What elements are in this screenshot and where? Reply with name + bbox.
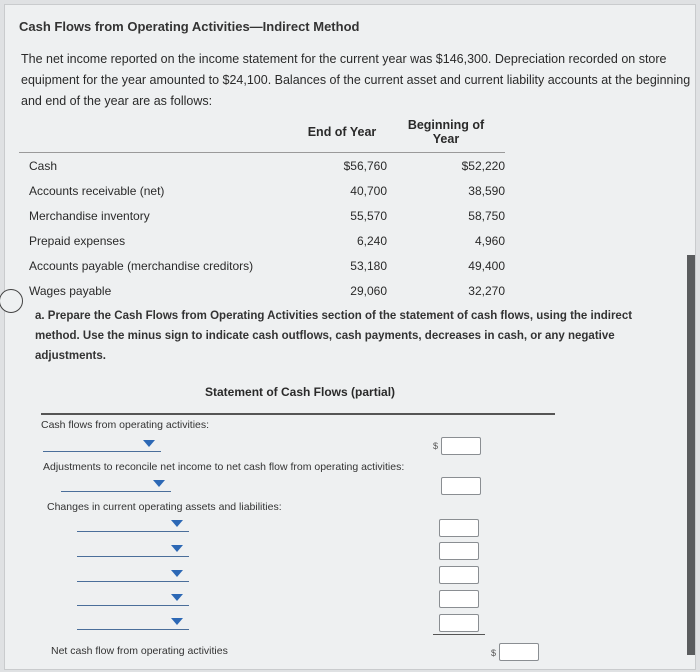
table-row	[19, 278, 505, 303]
net-income-input[interactable]	[441, 437, 481, 455]
balances-table	[19, 118, 505, 303]
chevron-down-icon	[153, 480, 165, 487]
chevron-down-icon	[171, 520, 183, 527]
chevron-down-icon	[171, 594, 183, 601]
end-value: 53,180	[350, 258, 387, 273]
row-label: Wages payable	[29, 283, 112, 298]
side-collapse-tab[interactable]	[0, 289, 23, 313]
change-input-2[interactable]	[439, 542, 479, 560]
statement-divider	[41, 413, 555, 415]
end-value: $56,760	[297, 153, 387, 179]
page-title: Cash Flows from Operating Activities—Indirect Method	[19, 19, 360, 34]
change-dropdown-1[interactable]	[77, 517, 189, 532]
question-panel	[4, 4, 696, 670]
net-cash-flow-label: Net cash flow from operating activities	[51, 645, 228, 657]
change-input-4[interactable]	[439, 590, 479, 608]
dollar-sign: $	[433, 441, 439, 451]
row-label: Cash	[19, 153, 297, 179]
subtotal-rule	[433, 634, 485, 635]
row-label: Accounts receivable (net)	[29, 183, 165, 198]
header-blank	[19, 118, 297, 153]
question-prompt: a. Prepare the Cash Flows from Operating Activities section of the statement of cash flows, using the indirect method. Use the minus sign to indicate cash outflows, cash payments, decreases in cash, or any negative adjustments.	[35, 310, 633, 362]
end-value: 29,060	[350, 283, 387, 298]
problem-intro: The net income reported on the income statement for the current year was $146,300. Depreciation recorded on store equipment for the year amounted to $24,100. Balances of the current asset and current liability accounts at the beginning and end of the year are as follows:	[21, 52, 691, 108]
row-label: Merchandise inventory	[29, 208, 150, 223]
depreciation-dropdown[interactable]	[61, 477, 171, 492]
begin-value: 49,400	[468, 258, 505, 273]
header-end-of-year: End of Year	[307, 125, 377, 139]
end-value: 40,700	[350, 183, 387, 198]
change-input-5[interactable]	[439, 614, 479, 632]
scrollbar[interactable]	[687, 255, 695, 655]
end-value: 55,570	[350, 208, 387, 223]
end-value: 6,240	[356, 233, 387, 248]
header-beginning-of-year: Beginning of Year	[407, 118, 485, 146]
changes-label: Changes in current operating assets and liabilities:	[47, 501, 282, 513]
net-income-dropdown[interactable]	[43, 437, 161, 452]
depreciation-input[interactable]	[441, 477, 481, 495]
row-label: Accounts payable (merchandise creditors)	[29, 258, 254, 273]
statement-title: Statement of Cash Flows (partial)	[205, 385, 396, 399]
begin-value: 32,270	[468, 283, 505, 298]
table-row	[19, 203, 505, 228]
begin-value: 4,960	[474, 233, 505, 248]
table-row	[19, 178, 505, 203]
table-row	[19, 253, 505, 278]
change-dropdown-3[interactable]	[77, 567, 189, 582]
chevron-down-icon	[171, 618, 183, 625]
table-row	[19, 228, 505, 253]
change-dropdown-4[interactable]	[77, 591, 189, 606]
begin-value: $52,220	[387, 153, 505, 179]
change-input-1[interactable]	[439, 519, 479, 537]
change-dropdown-2[interactable]	[77, 542, 189, 557]
chevron-down-icon	[143, 440, 155, 447]
table-row	[19, 153, 505, 179]
chevron-down-icon	[171, 545, 183, 552]
adjustments-label: Adjustments to reconcile net income to net cash flow from operating activities:	[43, 461, 405, 473]
net-cash-flow-input[interactable]	[499, 643, 539, 661]
begin-value: 38,590	[468, 183, 505, 198]
row-label: Prepaid expenses	[29, 233, 126, 248]
change-dropdown-5[interactable]	[77, 615, 189, 630]
dollar-sign: $	[491, 648, 497, 658]
begin-value: 58,750	[468, 208, 505, 223]
cash-flows-label: Cash flows from operating activities:	[41, 419, 210, 431]
change-input-3[interactable]	[439, 566, 479, 584]
chevron-down-icon	[171, 570, 183, 577]
